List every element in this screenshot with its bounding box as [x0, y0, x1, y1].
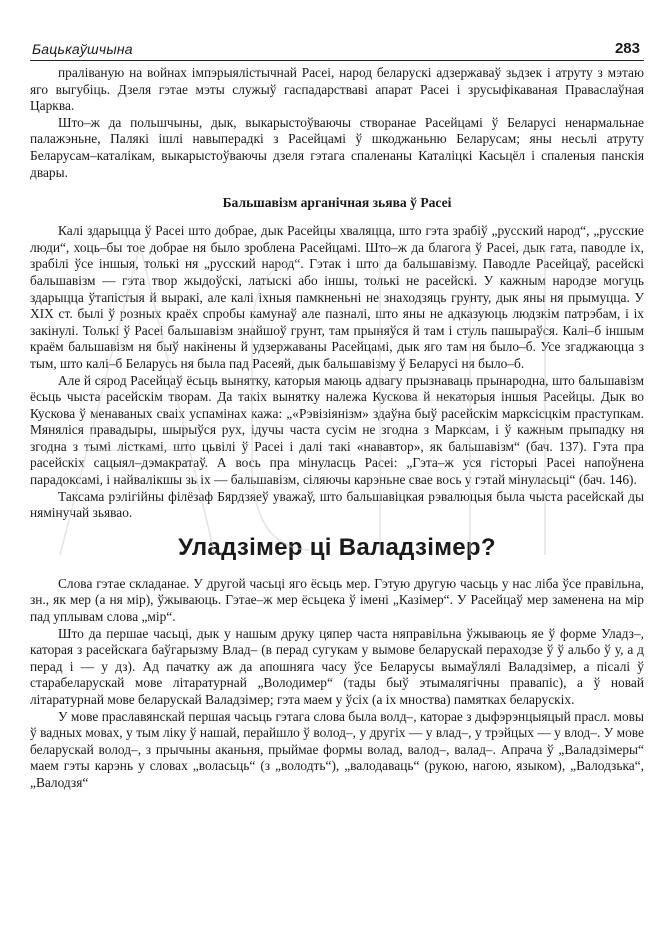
section-heading: Бальшавізм арганічная зьява ў Расеі [222, 195, 452, 211]
page-body [30, 65, 644, 792]
body-paragraph: Што–ж да польшчыны, дык, выкарыстоўваючы створанае Расейцамі ў Беларусі ненармальнае палажэньне, Палякі ішлі навыперадкі з Расейцамі ў шкоджаньню Беларусам; яны несьлі атруту Беларусам–каталікам, выкарыстоўваючы дзеля гэтага спаленаны Каталіцкі Касьцёл і спаленыя панскія двары. [30, 114, 644, 180]
page-number: 283 [614, 40, 640, 57]
body-paragraph: Слова гэтае складанае. У другой часьці яго ёсьць мер. Гэтую другую часьць у нас ліба ўсе правільна, зн., як мер (а ня мір), ўжываюць. Гэтае–ж мер ёсьцека ў імені „Казімер“. У Расейцаў мер заменена на мір пад уплывам слова „мір“. [30, 575, 644, 625]
body-paragraph: Таксама рэлігійны філёзаф Бярдзяеў уважаў, што бальшавіцкая рэвалюцыя была чыста расейскай ды нямінучай зьявао. [30, 488, 644, 521]
body-paragraph: Што да першае часьці, дык у нашым друку цяпер часта няправільна ўжываюць яе ў форме Уладз–, каторая з расейскага баўгарызму Влад– (в перад сугукам у вымове беларускай пераходзе ў ў альбо ў у, а д перад і — у дз). Ад пачатку аж да апошняга часу ўсе Беларусы вымаўлялі Валадзімер, а пісалі ў старабеларускай мове літаратурнай „Володимер“ (тады быў этымалягічны правапіс), а ў новай літаратурнай мове беларускай Валадзімер; гэта маем у ўсіх (а іх мноства) памятках беларускіх. [30, 625, 644, 707]
body-paragraph: праліваную на войнах імпэрыялістычнай Расеі, народ беларускі адзержаваў зьдзек і атруту з мэтаю яго выгубіць. Дзеля гэтае мэты служыў гаспадарстваві апарат Расеі і зрусыфікаваная Праваслаўная Царква. [30, 65, 644, 114]
body-paragraph: У мове праславянскай першая часьць гэтага слова была волд–, каторае з дыфэрэнцыяцый прасл. мовы ў вадных мовах, у тым ліку ў нашай, перайшло ў волод–, у другіх — у влад–, у трэйцых — у влод–. У мове беларускай волод–, з прычыны аканьня, прыймае формы волад, валод–, валад–. Апрача ў „Валадзімеры“ маем гэты карэнь у словах „воласьць“ (з „володть“), „валодаваць“ (рукою, нагою, языком), „Валодзька“, „Валодзя“ [30, 708, 644, 790]
article-title: Уладзімер ці Валадзімер? [178, 533, 496, 561]
body-paragraph: Калі здарыцца ў Расеі што добрае, дык Расейцы хваляцца, што гэта зрабіў „русский народ“, „русские люди“, хоць–бы тое добрае ня было зроблена Расейцамі. Што–ж да благога ў Расеі, дык гата, паводле іх, зрабілі ўсе іншыя, толькі ня „русский народ“. Гэтак і што да бальшавізму. Паводле Расейцаў, расейскі бальшавізм — гэта твор жыдоўскі, латыскі або іншы, толькі не расейскі. У кажным народзе могуць здарыцца ўтапістыя й выракі, але калі іхныя памкненьні не знаходзяць грунту, дык яны ня прымуцца. У XIX ст. былі ў розных краёх спробы камунаў але пазналі, што яны не адказуюць людзкім патрэбам, і іх закінулі. Толькі ў Расеі бальшавізм знайшоў грунт, там прыняўся й там і стуль пашыраўся. Калі–б іншым краём бальшавізм ня быў накінены й удзержаваны Расейцамі, дык яго там ня было–б. Усе згаджаюцца з тым, што калі–б Беларусь ня была пад Расеяй, дык бальшавізму ў Беларусі ня было–б. [30, 223, 644, 371]
running-head: Бацькаўшчына [32, 41, 133, 57]
body-paragraph: Але й сярод Расейцаў ёсьць вынятку, каторыя маюць адвагу прызнаваць прынародна, што бальшавізм ёсьць чыста расейскім творам. Да такіх вынятку належа Кускова й некаторыя іншыя Расейцы. Дык во Кускова ў менаваных сваіх успамінах кажа: „«Рэвізіянізм» здаўна быў расейскім марксісцкім праступкам. Мяняліся правадыры, шырыўся рух, ідучы часта сусім не згодна з Марксам, і ў кажным прыпадку ня згодна з тымі лісткамі, што цьвілі ў Расеі і далі такі «нававтор», як бальшавізм“ (бач. 137). Гэта пра расейскіх сацыял–дэмакратаў. А вось пра мінуласць Расеі: „Гэта–ж уся гісторыі Расеі напоўнена парадоксамі, і найвалікшы зь іх — бальшавізм, сіляючы карэньне свае вось у гэтай мінуласьці“ (бач. 146). [30, 372, 644, 488]
page-header [30, 40, 644, 61]
